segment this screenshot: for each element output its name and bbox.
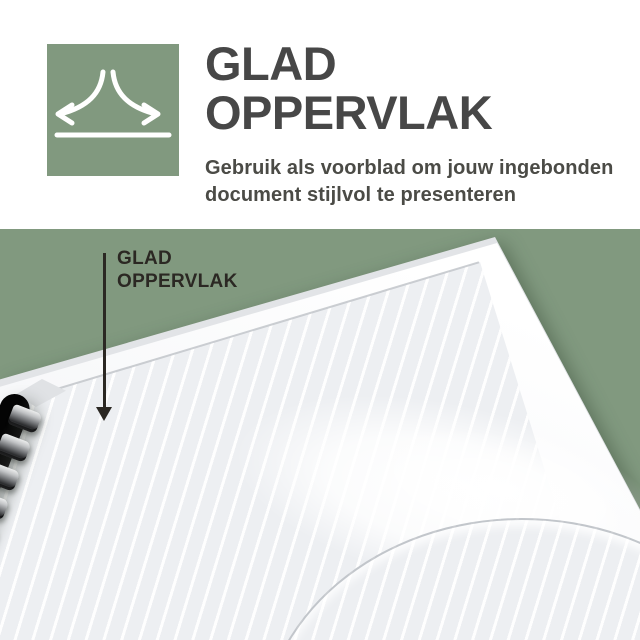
header-section <box>0 0 640 229</box>
callout-label <box>117 247 238 293</box>
page-title-line2: OPPERVLAK <box>205 86 493 139</box>
page-title-line1: GLAD <box>205 37 337 90</box>
page-subtitle-line2: document stijlvol te presenteren <box>205 184 517 206</box>
spread-arrows-icon <box>47 44 179 176</box>
page-subtitle <box>205 155 613 209</box>
callout-label-line1: GLAD <box>117 248 173 269</box>
smooth-surface-icon-tile <box>47 44 179 176</box>
page-title <box>205 39 492 137</box>
page-subtitle-line1: Gebruik als voorblad om jouw ingebonden <box>205 157 614 179</box>
hero-photo-section <box>0 229 640 640</box>
callout-arrow-head-icon <box>96 407 112 421</box>
callout-arrow-line <box>103 253 106 408</box>
callout-label-line2: OPPERVLAK <box>117 271 238 292</box>
